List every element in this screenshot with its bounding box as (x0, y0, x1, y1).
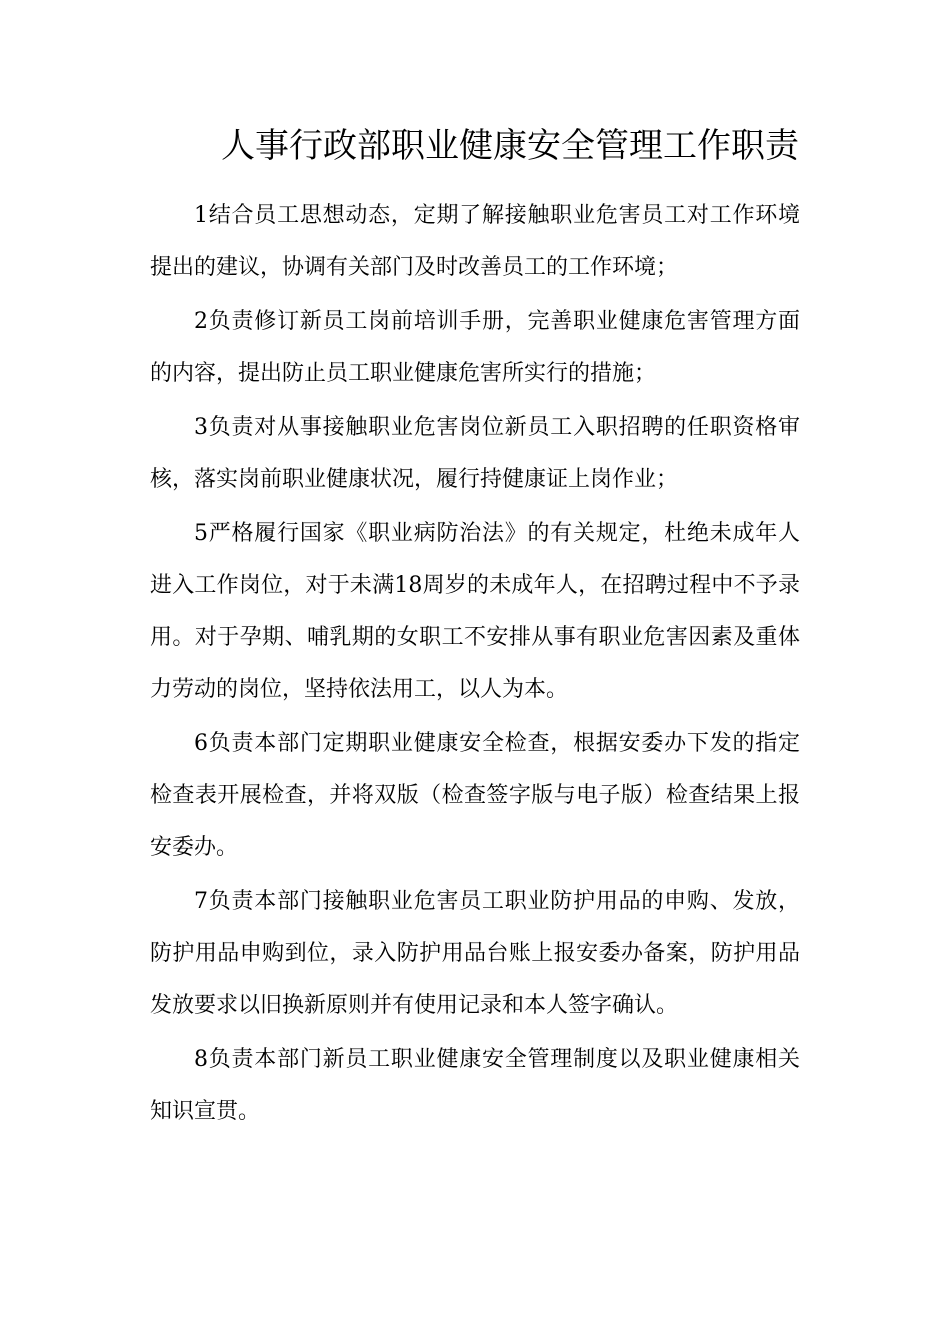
paragraph-1: 1结合员工思想动态，定期了解接触职业危害员工对工作环境提出的建议，协调有关部门及时改善员工的工作环境； (150, 203, 800, 280)
document-title: 人事行政部职业健康安全管理工作职责 (221, 126, 799, 166)
document-body (150, 190, 800, 1140)
paragraph-3: 3负责对从事接触职业危害岗位新员工入职招聘的任职资格审核，落实岗前职业健康状况，履行持健康证上岗作业； (150, 415, 800, 492)
paragraph-6: 6负责本部门定期职业健康安全检查，根据安委办下发的指定检查表开展检查，并将双版（检查签字版与电子版）检查结果上报安委办。 (150, 731, 800, 860)
paragraph-2: 2负责修订新员工岗前培训手册，完善职业健康危害管理方面的内容，提出防止员工职业健康危害所实行的措施； (150, 309, 800, 386)
paragraph-7: 7负责本部门接触职业危害员工职业防护用品的申购、发放，防护用品申购到位，录入防护用品台账上报安委办备案，防护用品发放要求以旧换新原则并有使用记录和本人签字确认。 (150, 889, 800, 1018)
paragraph-8: 8负责本部门新员工职业健康安全管理制度以及职业健康相关知识宣贯。 (150, 1047, 800, 1124)
paragraph-5: 5严格履行国家《职业病防治法》的有关规定，杜绝未成年人进入工作岗位，对于未满18周岁的未成年人，在招聘过程中不予录用。对于孕期、哺乳期的女职工不安排从事有职业危害因素及重体力劳动的岗位，坚持依法用工，以人为本。 (150, 521, 800, 702)
